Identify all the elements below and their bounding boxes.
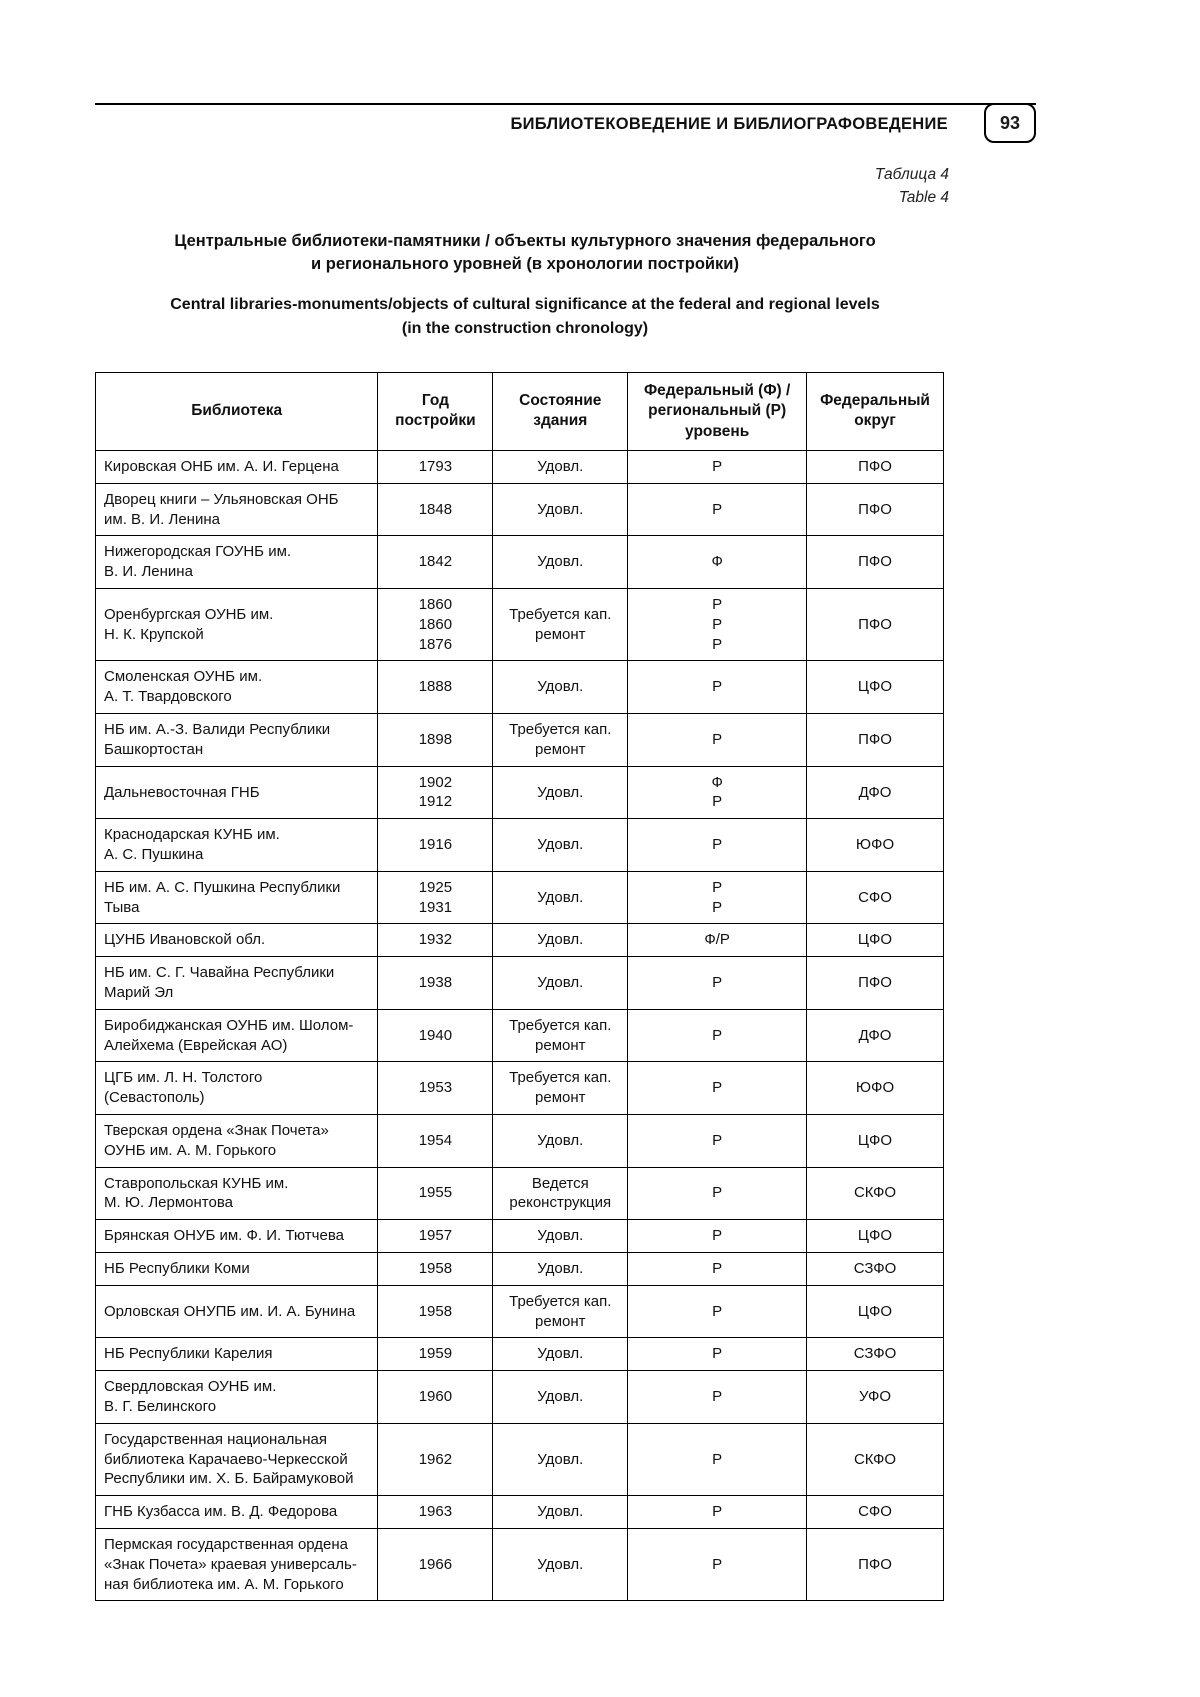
table-row <box>96 661 944 714</box>
cell-level: Р <box>628 451 807 484</box>
cell-level: Р <box>628 714 807 767</box>
table-row <box>96 871 944 924</box>
cell-year: 1888 <box>378 661 493 714</box>
cell-library: Дальневосточная ГНБ <box>96 766 378 819</box>
table-body <box>96 451 944 1601</box>
cell-library: Ставропольская КУНБ им. М. Ю. Лермонтова <box>96 1167 378 1220</box>
cell-year: 1958 <box>378 1285 493 1338</box>
cell-year: 1959 <box>378 1338 493 1371</box>
cell-year: 1954 <box>378 1115 493 1168</box>
table-row <box>96 1496 944 1529</box>
cell-district: СФО <box>807 1496 944 1529</box>
cell-year: 1957 <box>378 1220 493 1253</box>
cell-year: 1860 1860 1876 <box>378 589 493 661</box>
cell-year: 1898 <box>378 714 493 767</box>
table-row <box>96 714 944 767</box>
cell-year: 1960 <box>378 1371 493 1424</box>
table-row <box>96 1220 944 1253</box>
cell-year: 1966 <box>378 1528 493 1600</box>
table-row <box>96 1285 944 1338</box>
table-row <box>96 1115 944 1168</box>
cell-condition: Требуется кап. ремонт <box>493 714 628 767</box>
cell-level: Р Р <box>628 871 807 924</box>
table-row <box>96 536 944 589</box>
page-content <box>95 163 955 1601</box>
cell-level: Р <box>628 1285 807 1338</box>
table-label-en: Table 4 <box>898 189 949 207</box>
libraries-table <box>95 372 944 1602</box>
cell-district: ПФО <box>807 589 944 661</box>
cell-library: Нижегородская ГОУНБ им. В. И. Ленина <box>96 536 378 589</box>
table-row <box>96 924 944 957</box>
cell-district: ЦФО <box>807 1115 944 1168</box>
header-condition: Состояние здания <box>493 372 628 450</box>
cell-level: Р <box>628 1423 807 1495</box>
cell-level: Р Р Р <box>628 589 807 661</box>
cell-library: Биробиджанская ОУНБ им. Шолом- Алейхема (Еврейская АО) <box>96 1009 378 1062</box>
cell-level: Р <box>628 1220 807 1253</box>
cell-district: УФО <box>807 1371 944 1424</box>
table-row <box>96 766 944 819</box>
cell-library: Смоленская ОУНБ им. А. Т. Твардовского <box>96 661 378 714</box>
cell-year: 1842 <box>378 536 493 589</box>
cell-district: СЗФО <box>807 1338 944 1371</box>
cell-level: Р <box>628 957 807 1010</box>
cell-level: Р <box>628 661 807 714</box>
cell-district: ПФО <box>807 451 944 484</box>
table-row <box>96 1423 944 1495</box>
cell-level: Р <box>628 1338 807 1371</box>
cell-year: 1916 <box>378 819 493 872</box>
cell-condition: Удовл. <box>493 1528 628 1600</box>
table-row <box>96 1009 944 1062</box>
cell-library: НБ им. А.-З. Валиди Республики Башкортостан <box>96 714 378 767</box>
cell-district: ЮФО <box>807 819 944 872</box>
cell-library: Орловская ОНУПБ им. И. А. Бунина <box>96 1285 378 1338</box>
cell-level: Р <box>628 819 807 872</box>
cell-year: 1902 1912 <box>378 766 493 819</box>
cell-district: ЦФО <box>807 1285 944 1338</box>
cell-condition: Удовл. <box>493 766 628 819</box>
cell-condition: Удовл. <box>493 1252 628 1285</box>
cell-year: 1925 1931 <box>378 871 493 924</box>
cell-condition: Требуется кап. ремонт <box>493 589 628 661</box>
cell-year: 1955 <box>378 1167 493 1220</box>
table-row <box>96 483 944 536</box>
cell-district: СКФО <box>807 1167 944 1220</box>
cell-library: НБ им. А. С. Пушкина Республики Тыва <box>96 871 378 924</box>
cell-library: ГНБ Кузбасса им. В. Д. Федорова <box>96 1496 378 1529</box>
cell-year: 1963 <box>378 1496 493 1529</box>
running-head-title: БИБЛИОТЕКОВЕДЕНИЕ И БИБЛИОГРАФОВЕДЕНИЕ <box>510 115 948 133</box>
table-row <box>96 1062 944 1115</box>
table-row <box>96 1338 944 1371</box>
cell-library: Брянская ОНУБ им. Ф. И. Тютчева <box>96 1220 378 1253</box>
cell-library: Свердловская ОУНБ им. В. Г. Белинского <box>96 1371 378 1424</box>
cell-level: Р <box>628 1371 807 1424</box>
table-row <box>96 1252 944 1285</box>
page-number: 93 <box>984 103 1036 143</box>
table-head <box>96 372 944 450</box>
cell-library: НБ Республики Карелия <box>96 1338 378 1371</box>
table-row <box>96 589 944 661</box>
cell-year: 1958 <box>378 1252 493 1285</box>
header-level: Федеральный (Ф) / региональный (Р) уровень <box>628 372 807 450</box>
table-title-english: Central libraries-monuments/objects of cultural significance at the federal and regional levels (in the construction chronology) <box>170 296 880 337</box>
table-label-ru: Таблица 4 <box>874 166 949 183</box>
cell-year: 1793 <box>378 451 493 484</box>
cell-level: Р <box>628 1167 807 1220</box>
cell-level: Ф/Р <box>628 924 807 957</box>
cell-condition: Удовл. <box>493 1115 628 1168</box>
cell-level: Ф Р <box>628 766 807 819</box>
cell-year: 1962 <box>378 1423 493 1495</box>
cell-district: ПФО <box>807 536 944 589</box>
cell-condition: Требуется кап. ремонт <box>493 1062 628 1115</box>
cell-district: СЗФО <box>807 1252 944 1285</box>
cell-library: Краснодарская КУНБ им. А. С. Пушкина <box>96 819 378 872</box>
table-row <box>96 1371 944 1424</box>
table-title-russian: Центральные библиотеки-памятники / объекты культурного значения федерального и регионального уровней (в хронологии постройки) <box>174 231 876 274</box>
cell-district: ДФО <box>807 766 944 819</box>
cell-district: ЮФО <box>807 1062 944 1115</box>
cell-condition: Требуется кап. ремонт <box>493 1009 628 1062</box>
cell-condition: Удовл. <box>493 1338 628 1371</box>
cell-library: НБ им. С. Г. Чавайна Республики Марий Эл <box>96 957 378 1010</box>
cell-district: ПФО <box>807 714 944 767</box>
cell-library: Дворец книги – Ульяновская ОНБ им. В. И. Ленина <box>96 483 378 536</box>
cell-condition: Удовл. <box>493 819 628 872</box>
cell-level: Р <box>628 483 807 536</box>
cell-condition: Удовл. <box>493 661 628 714</box>
cell-library: Тверская ордена «Знак Почета» ОУНБ им. А. М. Горького <box>96 1115 378 1168</box>
cell-library: Государственная национальная библиотека Карачаево-Черкесской Республики им. Х. Б. Байрамуковой <box>96 1423 378 1495</box>
cell-condition: Удовл. <box>493 924 628 957</box>
header-row <box>96 372 944 450</box>
cell-library: Оренбургская ОУНБ им. Н. К. Крупской <box>96 589 378 661</box>
cell-district: ПФО <box>807 483 944 536</box>
cell-year: 1932 <box>378 924 493 957</box>
cell-library: ЦГБ им. Л. Н. Толстого (Севастополь) <box>96 1062 378 1115</box>
cell-year: 1953 <box>378 1062 493 1115</box>
cell-condition: Удовл. <box>493 483 628 536</box>
cell-level: Р <box>628 1496 807 1529</box>
cell-condition: Удовл. <box>493 536 628 589</box>
cell-condition: Требуется кап. ремонт <box>493 1285 628 1338</box>
header-library: Библиотека <box>96 372 378 450</box>
cell-library: ЦУНБ Ивановской обл. <box>96 924 378 957</box>
cell-district: ДФО <box>807 1009 944 1062</box>
table-row <box>96 957 944 1010</box>
cell-district: ПФО <box>807 957 944 1010</box>
running-head <box>95 103 1036 134</box>
cell-condition: Удовл. <box>493 871 628 924</box>
cell-condition: Ведется реконструкция <box>493 1167 628 1220</box>
cell-district: ЦФО <box>807 924 944 957</box>
cell-level: Ф <box>628 536 807 589</box>
header-year: Год постройки <box>378 372 493 450</box>
cell-condition: Удовл. <box>493 1496 628 1529</box>
cell-level: Р <box>628 1115 807 1168</box>
cell-year: 1848 <box>378 483 493 536</box>
cell-district: СКФО <box>807 1423 944 1495</box>
table-row <box>96 1167 944 1220</box>
cell-district: ЦФО <box>807 661 944 714</box>
header-district: Федеральный округ <box>807 372 944 450</box>
cell-level: Р <box>628 1252 807 1285</box>
cell-year: 1940 <box>378 1009 493 1062</box>
cell-district: ЦФО <box>807 1220 944 1253</box>
table-row <box>96 819 944 872</box>
cell-year: 1938 <box>378 957 493 1010</box>
cell-library: НБ Республики Коми <box>96 1252 378 1285</box>
table-row <box>96 451 944 484</box>
cell-library: Пермская государственная ордена «Знак Почета» краевая универсаль- ная библиотека им. А. М. Горького <box>96 1528 378 1600</box>
cell-condition: Удовл. <box>493 1423 628 1495</box>
cell-level: Р <box>628 1528 807 1600</box>
cell-district: СФО <box>807 871 944 924</box>
cell-level: Р <box>628 1009 807 1062</box>
cell-condition: Удовл. <box>493 957 628 1010</box>
cell-library: Кировская ОНБ им. А. И. Герцена <box>96 451 378 484</box>
cell-condition: Удовл. <box>493 1220 628 1253</box>
table-row <box>96 1528 944 1600</box>
cell-condition: Удовл. <box>493 451 628 484</box>
cell-level: Р <box>628 1062 807 1115</box>
cell-district: ПФО <box>807 1528 944 1600</box>
cell-condition: Удовл. <box>493 1371 628 1424</box>
